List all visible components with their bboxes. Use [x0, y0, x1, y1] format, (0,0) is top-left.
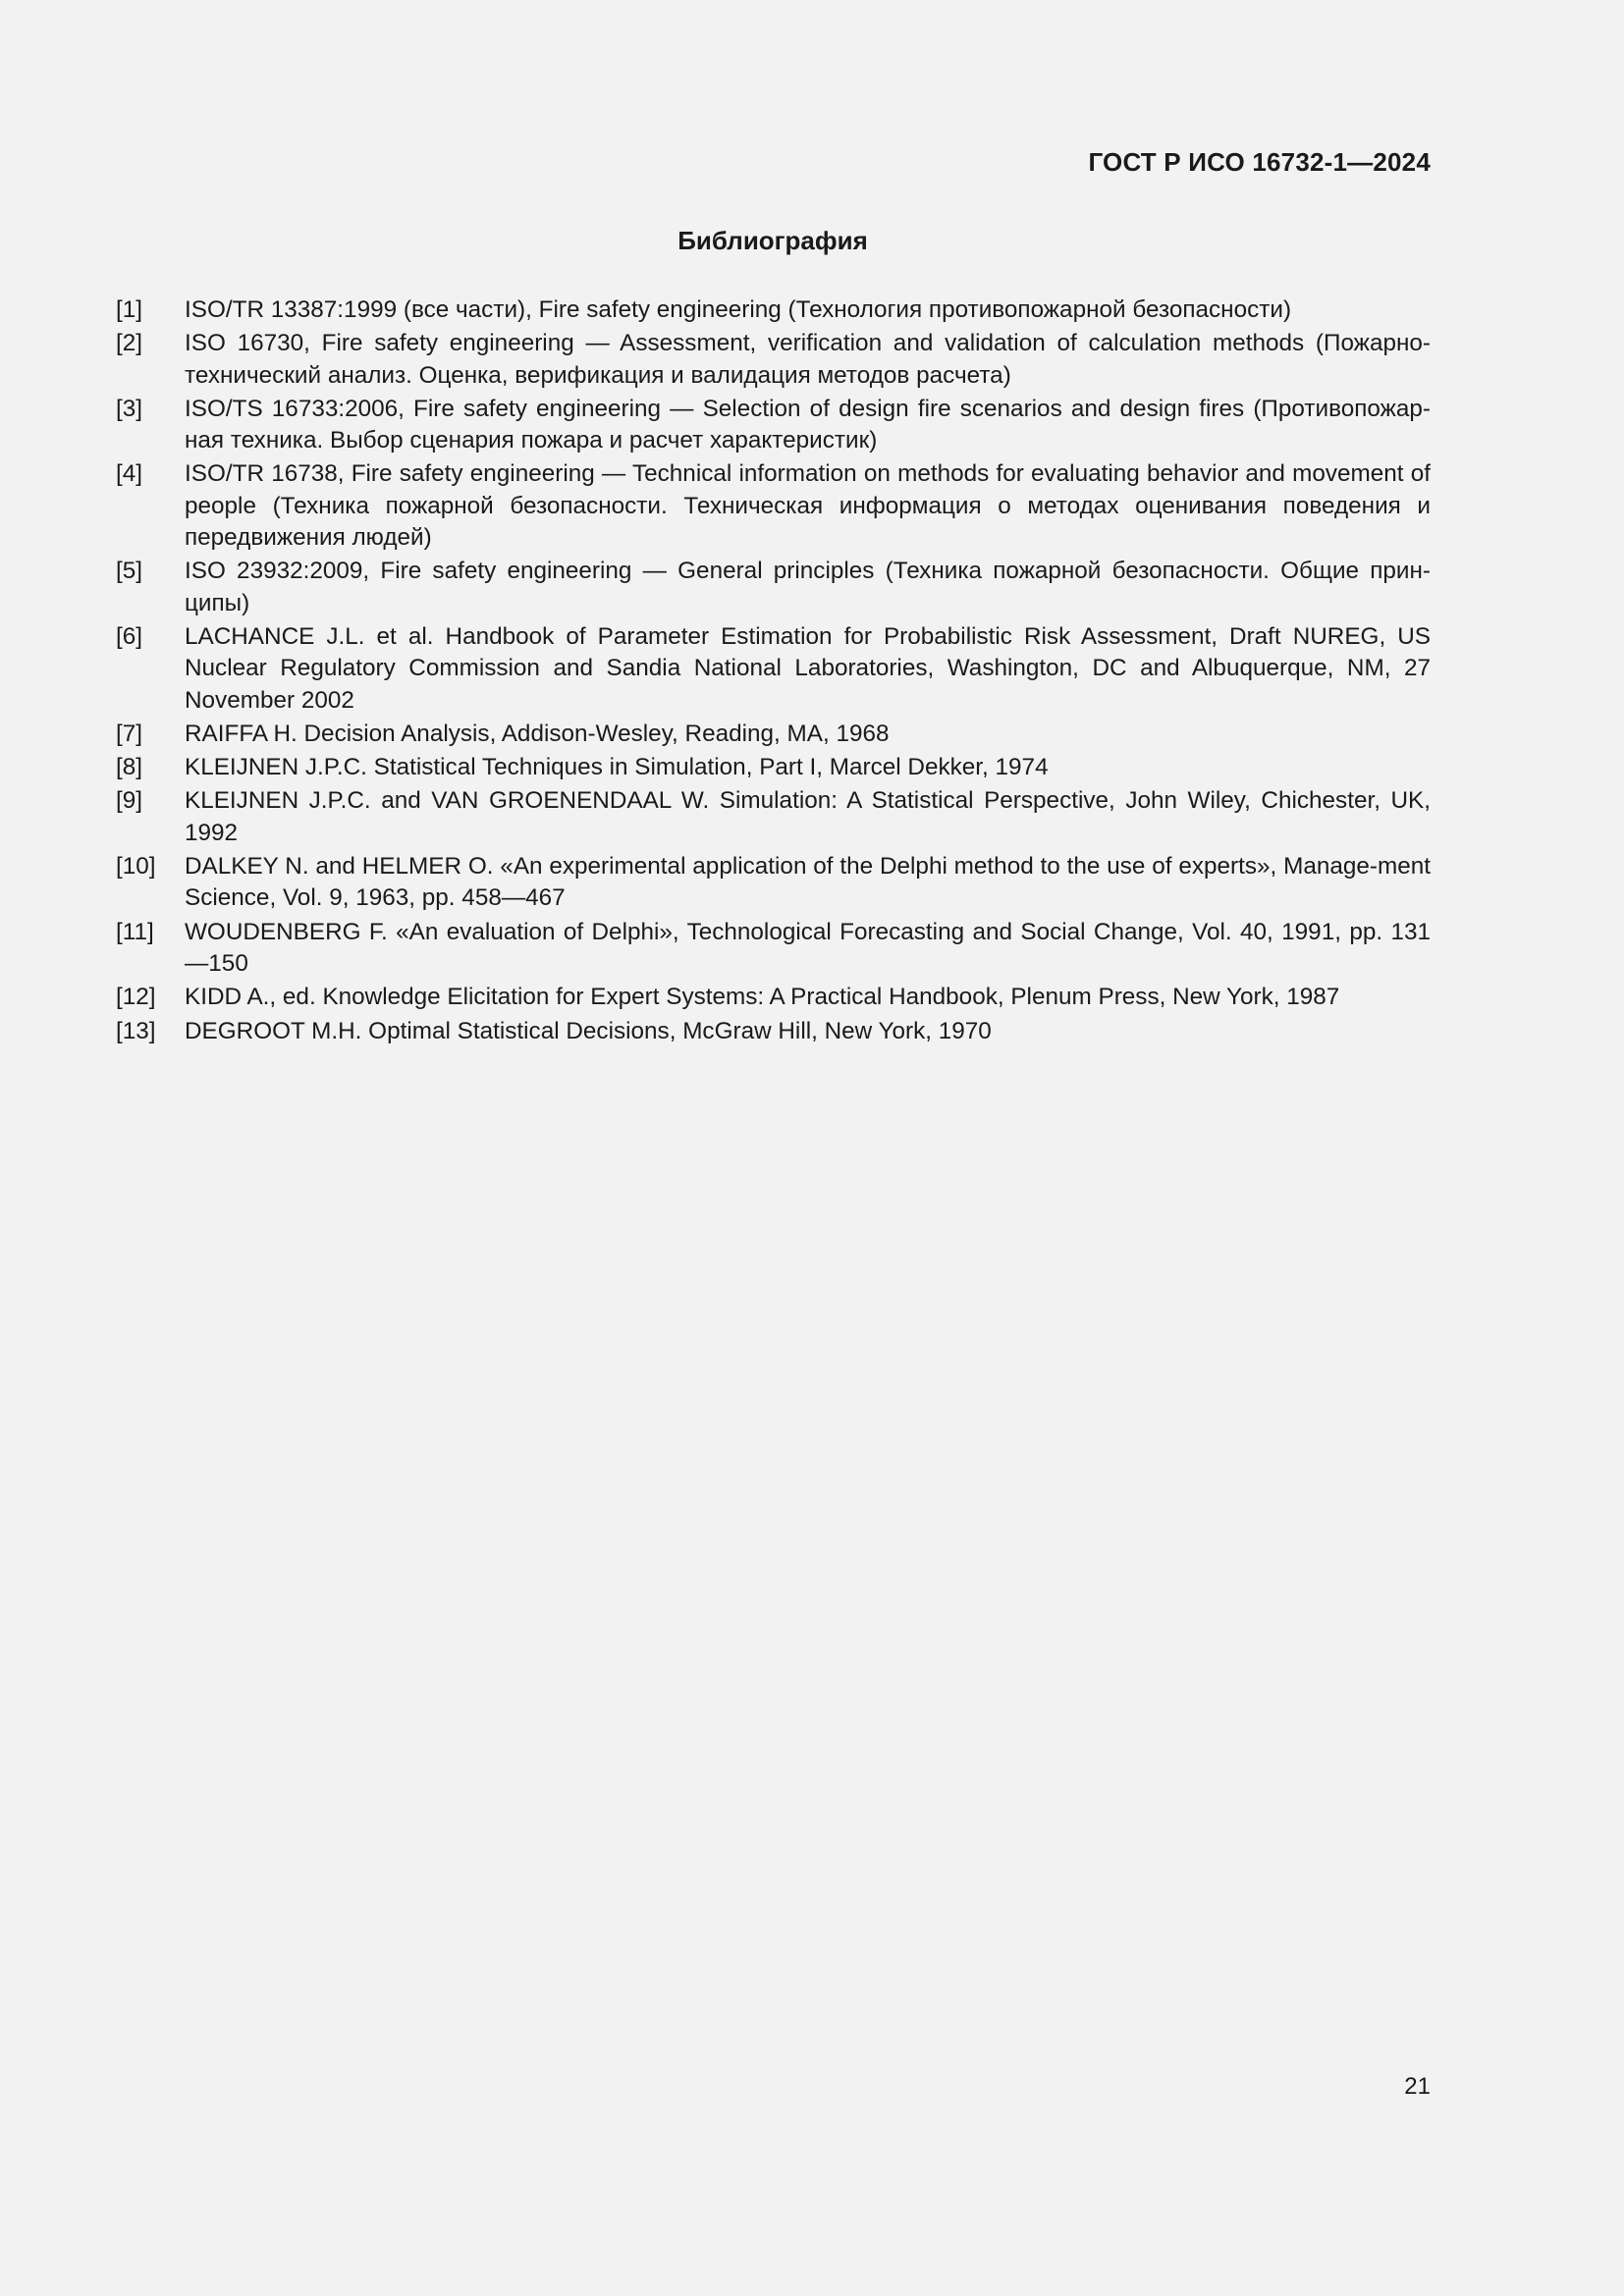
bibliography-entry-text: ISO 23932:2009, Fire safety engineering — General principles (Техника пожарной безопасности. Общие прин-ципы)	[185, 558, 1431, 616]
bibliography-entry-number: [6]	[116, 622, 143, 650]
bibliography-entry-number: [9]	[116, 787, 143, 815]
page-number: 21	[1404, 2073, 1431, 2100]
bibliography-entry-number: [7]	[116, 720, 143, 747]
bibliography-entry-text: ISO 16730, Fire safety engineering — Assessment, verification and validation of calculation methods (Пожарно-технический анализ. Оценка, верификация и валидация методов расчета)	[185, 330, 1431, 389]
bibliography-entry-text: KLEIJNEN J.P.C. and VAN GROENENDAAL W. Simulation: A Statistical Perspective, John Wiley, Chichester, UK, 1992	[185, 787, 1431, 846]
bibliography-entry-text: LACHANCE J.L. et al. Handbook of Parameter Estimation for Probabilistic Risk Assessment, Draft NUREG, US Nuclear Regulatory Commission and Sandia National Laboratories, Washington, DC and Albuquerque, NM, 27 November 2002	[185, 622, 1431, 714]
bibliography-entry	[116, 785, 1431, 849]
bibliography-entry	[116, 851, 1431, 915]
section-title: Библиография	[677, 226, 868, 255]
bibliography-entry-text: KIDD A., ed. Knowledge Elicitation for Expert Systems: A Practical Handbook, Plenum Press, New York, 1987	[185, 984, 1340, 1011]
bibliography-entry-number: [3]	[116, 395, 143, 422]
bibliography-entry-text: ISO/TR 13387:1999 (все части), Fire safety engineering (Технология противопожарной безопасности)	[185, 296, 1292, 323]
bibliography-entry	[116, 719, 1431, 750]
bibliography-entry	[116, 1016, 1431, 1047]
bibliography-entry	[116, 394, 1431, 457]
bibliography-entry-text: DEGROOT M.H. Optimal Statistical Decisions, McGraw Hill, New York, 1970	[185, 1017, 992, 1044]
bibliography-entry-text: KLEIJNEN J.P.C. Statistical Techniques in Simulation, Part I, Marcel Dekker, 1974	[185, 754, 1049, 781]
bibliography-entry-number: [8]	[116, 754, 143, 781]
bibliography-entry-number: [2]	[116, 330, 143, 357]
bibliography-entry-text: ISO/TR 16738, Fire safety engineering — Technical information on methods for evaluating behavior and movement of people (Техника пожарной безопасности. Техническая информация о методах оценивания поведения и передвижения людей)	[185, 460, 1431, 552]
bibliography-entry-text: WOUDENBERG F. «An evaluation of Delphi», Technological Forecasting and Social Change, Vol. 40, 1991, pp. 131—150	[185, 918, 1431, 977]
bibliography-entry-number: [4]	[116, 460, 143, 488]
bibliography-entry	[116, 556, 1431, 619]
bibliography-entry	[116, 752, 1431, 783]
bibliography-entry-text: DALKEY N. and HELMER O. «An experimental application of the Delphi method to the use of experts», Manage-ment Science, Vol. 9, 1963, pp. 458—467	[185, 853, 1431, 912]
bibliography-entry-number: [1]	[116, 296, 143, 323]
bibliography-entry	[116, 328, 1431, 392]
bibliography-entry-text: ISO/TS 16733:2006, Fire safety engineering — Selection of design fire scenarios and design fires (Противопожар-ная техника. Выбор сценария пожара и расчет характеристик)	[185, 395, 1431, 454]
bibliography-list	[116, 294, 1431, 1049]
bibliography-entry	[116, 621, 1431, 717]
bibliography-entry	[116, 294, 1431, 326]
bibliography-entry-number: [13]	[116, 1017, 156, 1044]
document-standard-code: ГОСТ Р ИСО 16732-1—2024	[1088, 147, 1431, 177]
bibliography-entry-number: [5]	[116, 558, 143, 585]
bibliography-entry-number: [10]	[116, 853, 156, 881]
bibliography-entry	[116, 458, 1431, 554]
bibliography-entry-number: [12]	[116, 984, 156, 1011]
bibliography-entry	[116, 982, 1431, 1013]
bibliography-entry-text: RAIFFA H. Decision Analysis, Addison-Wesley, Reading, MA, 1968	[185, 720, 890, 747]
bibliography-entry	[116, 917, 1431, 981]
bibliography-entry-number: [11]	[116, 918, 154, 945]
